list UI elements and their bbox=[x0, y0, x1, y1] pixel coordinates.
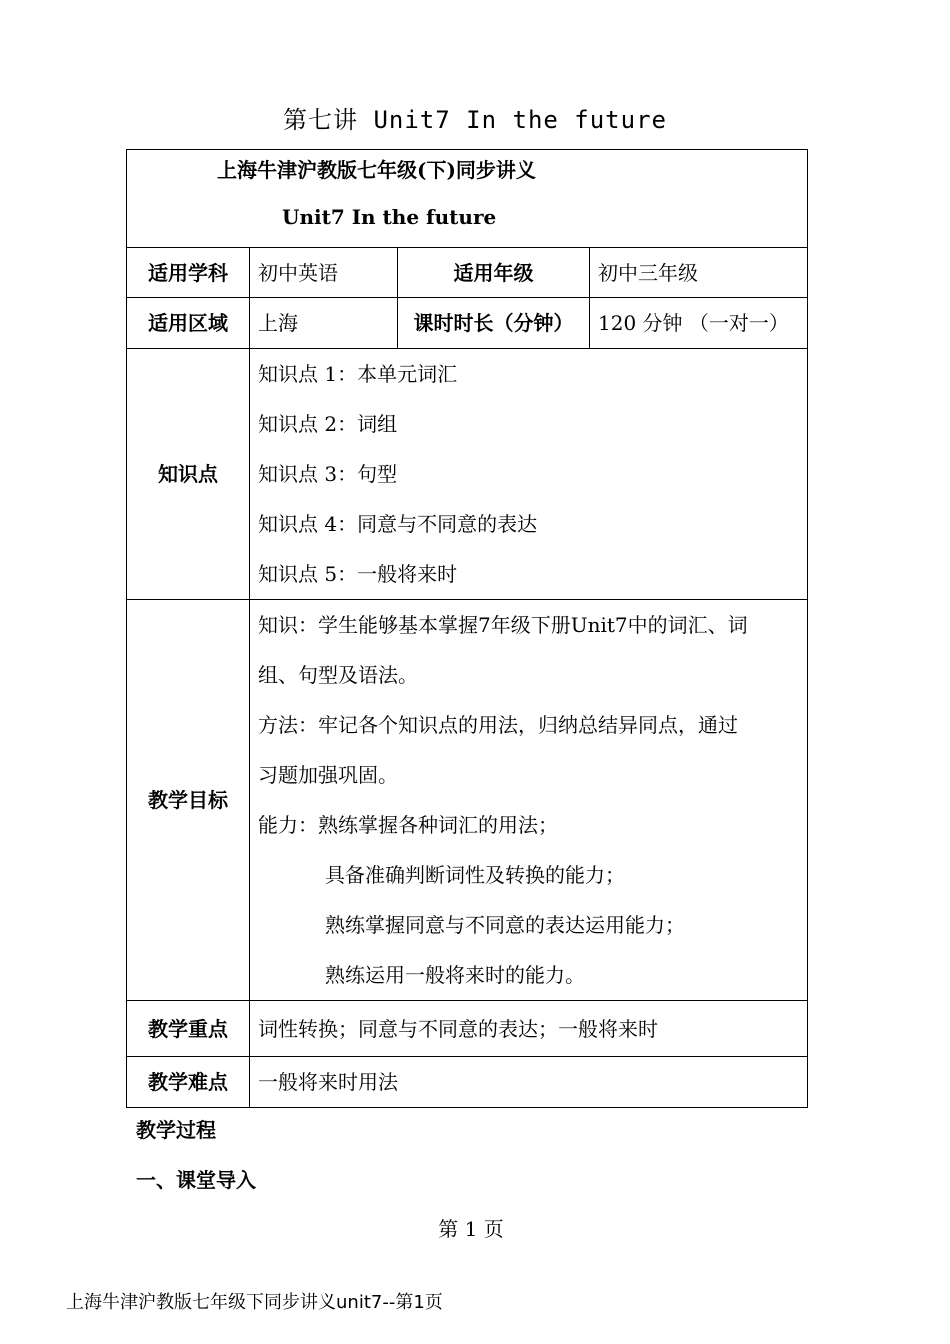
goal-method-line: 习题加强巩固。 bbox=[258, 763, 398, 787]
goal-ability-line: 能力：熟练掌握各种词汇的用法； bbox=[258, 813, 558, 837]
lesson-plan-table bbox=[126, 149, 808, 1108]
subject-value: 初中英语 bbox=[250, 248, 398, 298]
knowledge-item: 知识点 1：本单元词汇 bbox=[258, 362, 458, 386]
subject-label: 适用学科 bbox=[127, 248, 250, 298]
region-value: 上海 bbox=[250, 298, 398, 349]
section-heading: 一、课堂导入 bbox=[136, 1168, 256, 1192]
subject-row bbox=[127, 248, 808, 298]
region-row bbox=[127, 298, 808, 349]
goals-content bbox=[250, 600, 808, 1001]
grade-value: 初中三年级 bbox=[590, 248, 808, 298]
difficulty-row bbox=[127, 1057, 808, 1108]
header-line-2: Unit7 In the future bbox=[282, 205, 497, 229]
knowledge-item: 知识点 3：句型 bbox=[258, 462, 398, 486]
knowledge-item: 知识点 4：同意与不同意的表达 bbox=[258, 512, 538, 536]
knowledge-item: 知识点 5：一般将来时 bbox=[258, 562, 458, 586]
goals-label: 教学目标 bbox=[127, 600, 250, 1001]
goals-row bbox=[127, 600, 808, 1001]
goal-ability-line: 熟练掌握同意与不同意的表达运用能力； bbox=[325, 913, 685, 937]
duration-label: 课时时长（分钟） bbox=[398, 298, 590, 349]
knowledge-item: 知识点 2：词组 bbox=[258, 412, 398, 436]
focus-value: 词性转换；同意与不同意的表达；一般将来时 bbox=[250, 1001, 808, 1057]
goal-method-line: 方法：牢记各个知识点的用法，归纳总结异同点，通过 bbox=[258, 713, 738, 737]
grade-label: 适用年级 bbox=[398, 248, 590, 298]
goal-knowledge-line: 知识：学生能够基本掌握7年级下册Unit7中的词汇、词 bbox=[258, 613, 748, 637]
page-footer: 上海牛津沪教版七年级下同步讲义unit7--第1页 bbox=[66, 1292, 443, 1313]
page-number: 第 1 页 bbox=[438, 1217, 504, 1241]
knowledge-list bbox=[250, 349, 808, 600]
knowledge-row bbox=[127, 349, 808, 600]
header-cell bbox=[127, 150, 808, 248]
goal-ability-line: 具备准确判断词性及转换的能力； bbox=[325, 863, 625, 887]
duration-value: 120 分钟 （一对一） bbox=[590, 298, 808, 349]
document-title: 第七讲 Unit7 In the future bbox=[283, 106, 667, 134]
difficulty-label: 教学难点 bbox=[127, 1057, 250, 1108]
focus-row bbox=[127, 1001, 808, 1057]
header-line-1: 上海牛津沪教版七年级(下)同步讲义 bbox=[217, 158, 536, 182]
difficulty-value: 一般将来时用法 bbox=[250, 1057, 808, 1108]
header-row bbox=[127, 150, 808, 248]
process-heading: 教学过程 bbox=[136, 1118, 216, 1142]
goal-ability-line: 熟练运用一般将来时的能力。 bbox=[325, 963, 585, 987]
region-label: 适用区域 bbox=[127, 298, 250, 349]
focus-label: 教学重点 bbox=[127, 1001, 250, 1057]
goal-knowledge-line: 组、句型及语法。 bbox=[258, 663, 418, 687]
knowledge-label: 知识点 bbox=[127, 349, 250, 600]
